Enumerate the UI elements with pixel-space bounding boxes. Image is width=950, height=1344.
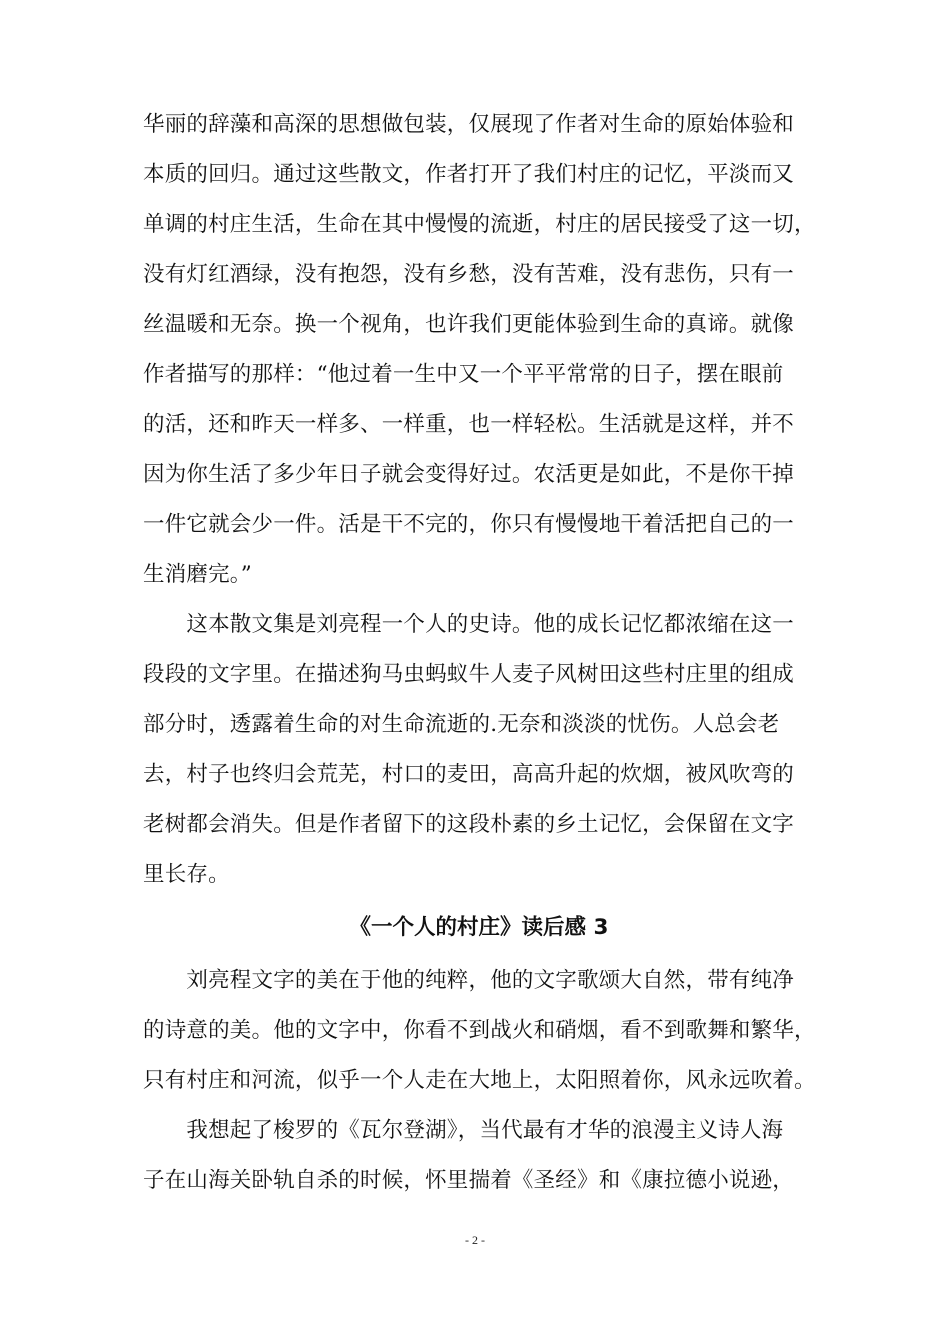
text-line: 只有村庄和河流，似乎一个人走在大地上，太阳照着你，风永远吹着。 — [143, 1068, 816, 1093]
text-line: 单调的村庄生活，生命在其中慢慢的流逝，村庄的居民接受了这一切， — [143, 212, 816, 237]
text-line: 子在山海关卧轨自杀的时候，怀里揣着《圣经》和《康拉德小说逊， — [143, 1168, 795, 1193]
text-line: 作者描写的那样：“他过着一生中又一个平平常常的日子，摆在眼前 — [143, 362, 784, 387]
text-line: 老树都会消失。但是作者留下的这段朴素的乡土记忆，会保留在文字 — [143, 812, 795, 837]
text-line: 华丽的辞藻和高深的思想做包装，仅展现了作者对生命的原始体验和 — [143, 112, 795, 137]
text-line: 我想起了梭罗的《瓦尔登湖》，当代最有才华的浪漫主义诗人海 — [143, 1118, 784, 1143]
text-line: 生消磨完。” — [143, 562, 252, 587]
text-line: 丝温暖和无奈。换一个视角，也许我们更能体验到生命的真谛。就像 — [143, 312, 795, 337]
document-body — [143, 100, 815, 1206]
text-line: 去，村子也终归会荒芜，村口的麦田，高高升起的炊烟，被风吹弯的 — [143, 762, 795, 787]
text-line: 这本散文集是刘亮程一个人的史诗。他的成长记忆都浓缩在这一 — [143, 612, 795, 637]
text-line: 段段的文字里。在描述狗马虫蚂蚁牛人麦子风树田这些村庄里的组成 — [143, 662, 795, 687]
text-line: 的诗意的美。他的文字中，你看不到战火和硝烟，看不到歌舞和繁华， — [143, 1018, 816, 1043]
text-line: 部分时，透露着生命的对生命流逝的.无奈和淡淡的忧伤。人总会老 — [143, 712, 780, 737]
section-title: 《一个人的村庄》读后感 3 — [349, 915, 609, 940]
text-line: 因为你生活了多少年日子就会变得好过。农活更是如此，不是你干掉 — [143, 462, 795, 487]
text-line: 没有灯红酒绿，没有抱怨，没有乡愁，没有苦难，没有悲伤，只有一 — [143, 262, 795, 287]
text-line: 一件它就会少一件。活是干不完的，你只有慢慢地干着活把自己的一 — [143, 512, 795, 537]
page-number: - 2 - — [465, 1233, 485, 1247]
text-line: 刘亮程文字的美在于他的纯粹，他的文字歌颂大自然，带有纯净 — [143, 968, 795, 993]
text-line: 里长存。 — [143, 862, 230, 887]
text-line: 本质的回归。通过这些散文，作者打开了我们村庄的记忆，平淡而又 — [143, 162, 795, 187]
text-line: 的活，还和昨天一样多、一样重，也一样轻松。生活就是这样，并不 — [143, 412, 795, 437]
